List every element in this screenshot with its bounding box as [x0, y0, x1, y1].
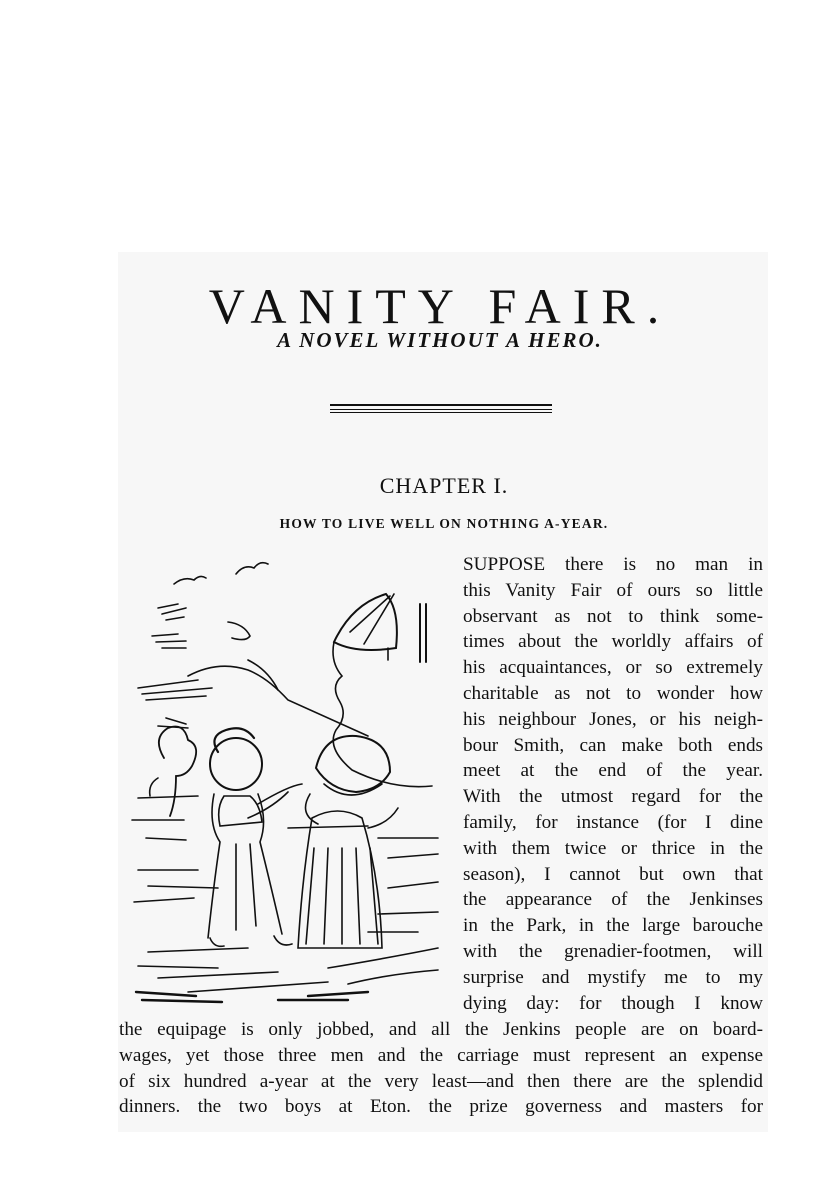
paragraph-continuation: [119, 1017, 763, 1120]
book-subtitle: A NOVEL WITHOUT A HERO.: [277, 328, 603, 352]
text-line: dying day: for though I know: [463, 992, 763, 1014]
text-line: dinners. the two boys at Eton. the prize governess and masters for: [119, 1096, 763, 1118]
text-line: this Vanity Fair of ours so little: [463, 579, 763, 601]
text-line: With the utmost regard for the: [463, 786, 763, 808]
text-line: meet at the end of the year.: [463, 760, 763, 782]
text-line: observant as not to think some-: [463, 605, 763, 627]
text-line: wages, yet those three men and the carriage must represent an expense: [119, 1044, 763, 1066]
book-title: VANITY FAIR.: [208, 277, 672, 334]
text-line: of six hundred a-year at the very least—and then there are the splendid: [119, 1070, 763, 1092]
decorative-rule: [330, 404, 552, 413]
text-line: in the Park, in the large barouche: [463, 915, 763, 937]
text-line: the equipage is only jobbed, and all the Jenkins people are on board-: [119, 1019, 763, 1040]
text-line: with the grenadier-footmen, will: [463, 940, 763, 962]
children-flying-kite-illustration: [128, 548, 450, 1008]
text-line: his acquaintances, or so extremely: [463, 657, 763, 679]
text-line: surprise and mystify me to my: [463, 966, 763, 988]
chapter-number: CHAPTER I.: [379, 473, 509, 498]
text-line: his neighbour Jones, or his neigh-: [463, 708, 763, 730]
opening-paragraph-column: [463, 552, 763, 1016]
text-line: season), I cannot but own that: [463, 863, 763, 885]
text-line: times about the worldly affairs of: [463, 631, 763, 653]
text-line: charitable as not to wonder how: [463, 682, 763, 704]
text-line: family, for instance (for I dine: [463, 811, 763, 833]
text-line: the appearance of the Jenkinses: [463, 889, 763, 911]
text-line: SUPPOSE there is no man in: [463, 554, 763, 575]
text-line: with them twice or thrice in the: [463, 837, 763, 859]
text-line: bour Smith, can make both ends: [463, 734, 763, 756]
chapter-heading: HOW TO LIVE WELL ON NOTHING A-YEAR.: [279, 516, 609, 531]
